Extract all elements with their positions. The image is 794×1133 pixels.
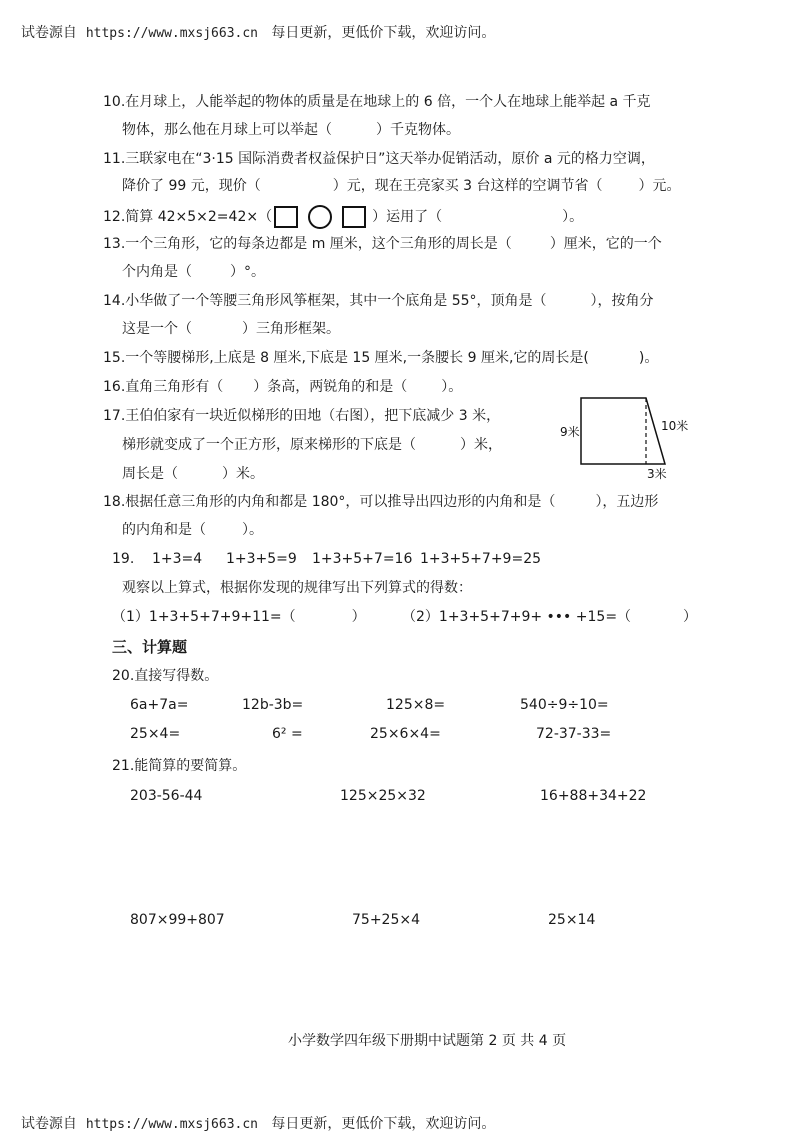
q13-line2	[122, 263, 265, 281]
q20-item-4: 540÷9÷10=	[520, 697, 609, 713]
q16-text-a: 16.直角三角形有（	[103, 379, 224, 395]
bottom-banner-slogan: 每日更新，更低价下载，欢迎访问。	[271, 1116, 496, 1132]
q20-item-6: 6² =	[272, 726, 303, 742]
q10-line1: 10.在月球上，人能举起的物体的质量是在地球上的 6 倍，一个人在地球上能举起 a 千克	[103, 94, 651, 110]
q16-line	[103, 378, 462, 396]
q19-expr-1: 1+3=4	[152, 551, 203, 567]
q19-part1	[112, 608, 366, 626]
q12-square-blank-2[interactable]	[342, 206, 366, 228]
q12-line	[103, 205, 583, 229]
banner-source: 试卷源自	[20, 25, 77, 41]
bottom-banner-source: 试卷源自	[20, 1116, 77, 1132]
q20-item-8: 72-37-33=	[536, 726, 612, 742]
bottom-banner	[12, 1097, 495, 1133]
q14-text-d: ）三角形框架。	[242, 321, 340, 337]
q12-text-b: ）运用了（	[372, 209, 443, 225]
q17-line3	[122, 465, 264, 483]
q12-square-blank-1[interactable]	[274, 206, 298, 228]
q16-text-b: ）条高，两锐角的和是（	[253, 379, 408, 395]
trapezoid-shape	[581, 398, 665, 464]
footer-text-b: 页 共	[501, 1033, 535, 1049]
q21-item-4: 807×99+807	[130, 912, 225, 928]
q19-part2-text: （2）1+3+5+7+9+ ••• +15=（	[402, 609, 632, 625]
q20-item-2: 12b-3b=	[242, 697, 304, 713]
footer-text-c: 页	[552, 1033, 567, 1049]
q11-line2	[122, 177, 681, 195]
label-bottom-diff: 3米	[647, 467, 667, 481]
banner-slogan: 每日更新，更低价下载，欢迎访问。	[271, 25, 496, 41]
q18-line1	[103, 493, 658, 511]
q19-part1-close: ）	[351, 609, 366, 625]
q21-item-2: 125×25×32	[340, 788, 426, 804]
q15-text-a: 15.一个等腰梯形,上底是 8 厘米,下底是 15 厘米,一条腰长 9 厘米,它的周长是(	[103, 350, 589, 366]
q19-number: 19.	[112, 551, 135, 567]
q17-line1: 17.王伯伯家有一块近似梯形的田地（右图），把下底减少 3 米，	[103, 408, 501, 424]
q15-line	[103, 349, 658, 367]
section-3-heading: 三、计算题	[112, 638, 188, 656]
q19-expr-3: 1+3+5+7=16	[312, 551, 413, 567]
q16-text-c: ）。	[441, 379, 463, 395]
q17-text-d: ）米。	[222, 466, 264, 482]
footer-text-a: 小学数学四年级下册期中试题第	[288, 1033, 484, 1049]
q11-text-b: ）元，现在王亮家买 3 台这样的空调节省（	[332, 178, 603, 194]
q19-expr-4: 1+3+5+7+9=25	[420, 551, 542, 567]
q17-text-b: ）米，	[460, 437, 502, 453]
q21-item-5: 75+25×4	[352, 912, 420, 928]
q21-item-1: 203-56-44	[130, 788, 203, 804]
label-right-side: 10米	[661, 419, 689, 433]
q19-part1-text: （1）1+3+5+7+9+11=（	[112, 609, 296, 625]
q13-text-b: ）厘米，它的一个	[549, 236, 662, 252]
q19-prompt: 观察以上算式，根据你发现的规律写出下列算式的得数：	[122, 580, 472, 596]
q13-line1	[103, 235, 662, 253]
top-banner	[12, 6, 495, 42]
q20-item-1: 6a+7a=	[130, 697, 189, 713]
footer-total-pages: 4	[538, 1033, 548, 1049]
page-footer	[288, 1030, 566, 1050]
q10-line2	[122, 121, 460, 139]
q20-title: 20.直接写得数。	[112, 668, 219, 684]
q21-item-6: 25×14	[548, 912, 596, 928]
q19-part2-close: ）	[683, 609, 698, 625]
q18-text-a: 18.根据任意三角形的内角和都是 180°，可以推导出四边形的内角和是（	[103, 494, 556, 510]
q19-part2	[402, 608, 697, 626]
q14-text-a: 14.小华做了一个等腰三角形风筝框架，其中一个底角是 55°，顶角是（	[103, 293, 547, 309]
footer-page-number: 2	[488, 1033, 498, 1049]
q20-item-3: 125×8=	[386, 697, 446, 713]
q13-text-a: 13.一个三角形，它的每条边都是 m 厘米，这个三角形的周长是（	[103, 236, 512, 252]
q15-text-b: )。	[638, 350, 659, 366]
banner-url-link[interactable]: https://www.mxsj663.cn	[85, 26, 258, 41]
q14-line2	[122, 320, 340, 338]
q17-text-c: 周长是（	[122, 466, 178, 482]
q13-text-d: ）°。	[230, 264, 265, 280]
q21-title: 21.能简算的要简算。	[112, 758, 247, 774]
q18-text-d: ）。	[242, 522, 263, 538]
q14-text-b: ），按角分	[590, 293, 654, 309]
q12-text-a: 12.简算 42×5×2=42×（	[103, 209, 273, 225]
q17-trapezoid-figure	[555, 390, 695, 490]
q14-text-c: 这是一个（	[122, 321, 192, 337]
q17-text-a: 梯形就变成了一个正方形，原来梯形的下底是（	[122, 437, 416, 453]
q18-text-c: 的内角和是（	[122, 522, 206, 538]
q11-line1: 11.三联家电在“3·15 国际消费者权益保护日”这天举办促销活动，原价 a 元的格力空调，	[103, 151, 655, 167]
q12-circle-blank[interactable]	[308, 205, 332, 229]
q18-line2	[122, 521, 263, 539]
q17-line2	[122, 436, 502, 454]
q12-text-c: ）。	[562, 209, 584, 225]
q11-text-a: 降价了 99 元，现价（	[122, 178, 261, 194]
q19-expr-2: 1+3+5=9	[226, 551, 297, 567]
label-left-side: 9米	[560, 425, 580, 439]
q20-item-7: 25×6×4=	[370, 726, 441, 742]
q10-text-a: 物体，那么他在月球上可以举起（	[122, 122, 332, 138]
q11-text-c: ）元。	[638, 178, 681, 194]
bottom-banner-url-link[interactable]: https://www.mxsj663.cn	[85, 1117, 258, 1132]
q21-item-3: 16+88+34+22	[540, 788, 647, 804]
q14-line1	[103, 292, 654, 310]
q20-item-5: 25×4=	[130, 726, 181, 742]
q13-text-c: 个内角是（	[122, 264, 192, 280]
q10-text-b: ）千克物体。	[376, 122, 460, 138]
q18-text-b: ），五边形	[595, 494, 659, 510]
